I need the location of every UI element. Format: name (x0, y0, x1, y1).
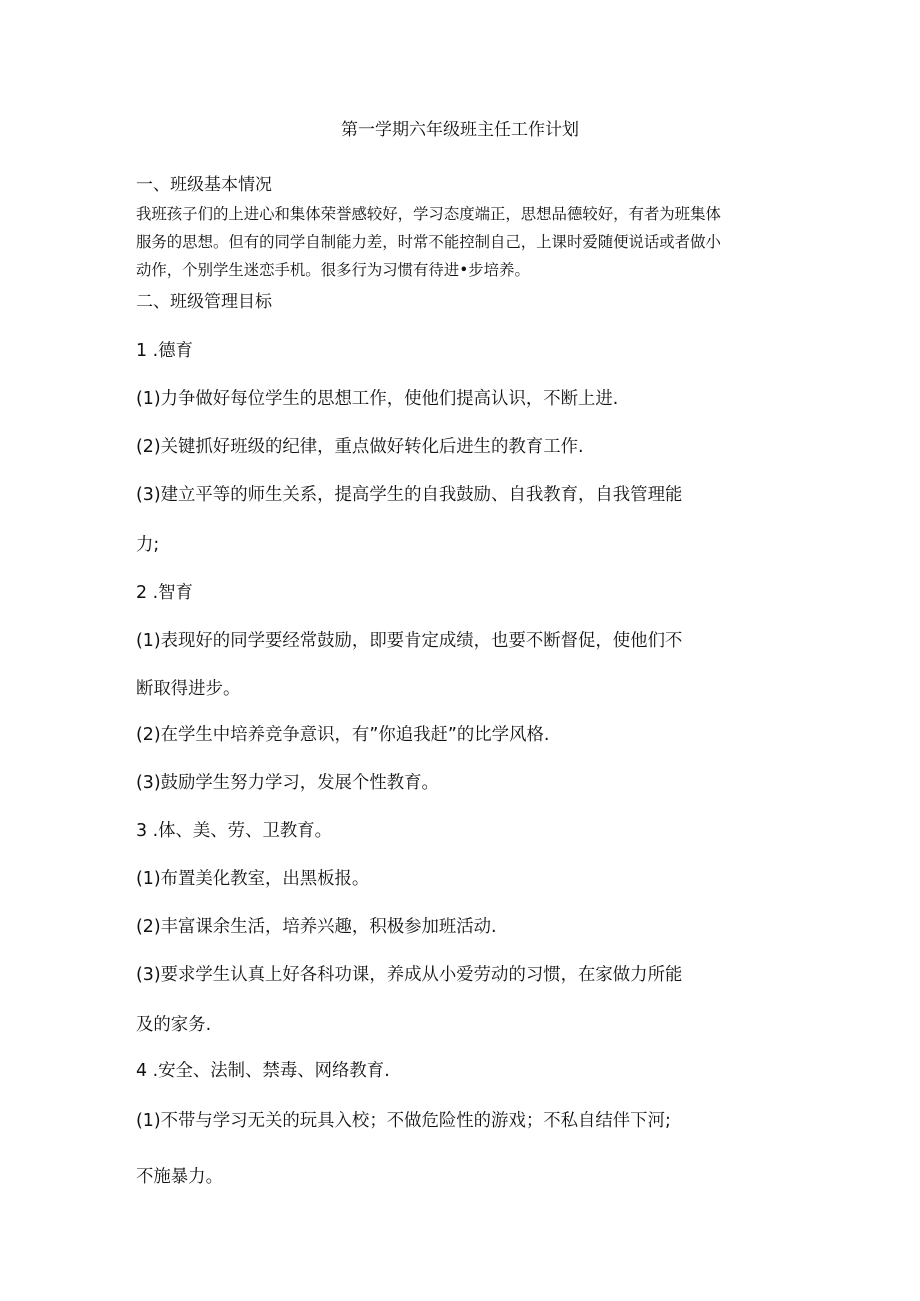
intro-paragraph (136, 200, 786, 284)
body-line: (1)不带与学习无关的玩具入校；不做危险性的游戏；不私自结伴下河; (136, 1111, 671, 1131)
body-line: (2)在学生中培养竞争意识，有”你追我赶”的比学风格. (136, 725, 550, 745)
body-line: (3)鼓励学生努力学习，发展个性教育。 (136, 773, 439, 793)
subheading-intellectual-education: 2 .智育 (136, 583, 193, 603)
body-line: 及的家务. (136, 1015, 212, 1035)
body-line: (1)力争做好每位学生的思想工作，使他们提高认识，不断上进. (136, 389, 619, 409)
subheading-safety-legal-education: 4 .安全、法制、禁毒、网络教育. (136, 1061, 390, 1081)
intro-line: 服务的思想。但有的同学自制能力差，时常不能控制自己，上课时爱随便说话或者做小 (136, 233, 721, 251)
body-line: (2)关键抓好班级的纪律，重点做好转化后进生的教育工作. (136, 437, 584, 457)
intro-line: 我班孩子们的上进心和集体荣誉感较好，学习态度端正，思想品德较好，有者为班集体 (136, 205, 721, 223)
body-line: (1)表现好的同学要经常鼓励，即要肯定成绩，也要不断督促，使他们不 (136, 631, 683, 651)
body-line: (3)要求学生认真上好各科功课，养成从小爱劳动的习惯，在家做力所能 (136, 965, 683, 985)
section-heading-basic-situation: 一、班级基本情况 (136, 175, 272, 195)
section-heading-management-goals: 二、班级管理目标 (136, 292, 272, 312)
body-line: 力; (136, 535, 160, 555)
subheading-physical-aesthetic-labor-health: 3 .体、美、劳、卫教育。 (136, 821, 333, 841)
body-line: 不施暴力。 (136, 1167, 223, 1187)
subheading-moral-education: 1 .德育 (136, 341, 193, 361)
document-title: 第一学期六年级班主任工作计划 (341, 120, 579, 140)
body-line: (2)丰富课余生活，培养兴趣，积极参加班活动. (136, 917, 497, 937)
body-line: (3)建立平等的师生关系，提高学生的自我鼓励、自我教育，自我管理能 (136, 485, 683, 505)
body-line: 断取得进步。 (136, 679, 241, 699)
body-line: (1)布置美化教室，出黑板报。 (136, 869, 370, 889)
intro-line: 动作，个别学生迷恋手机。很多行为习惯有待进•步培养。 (136, 261, 530, 279)
